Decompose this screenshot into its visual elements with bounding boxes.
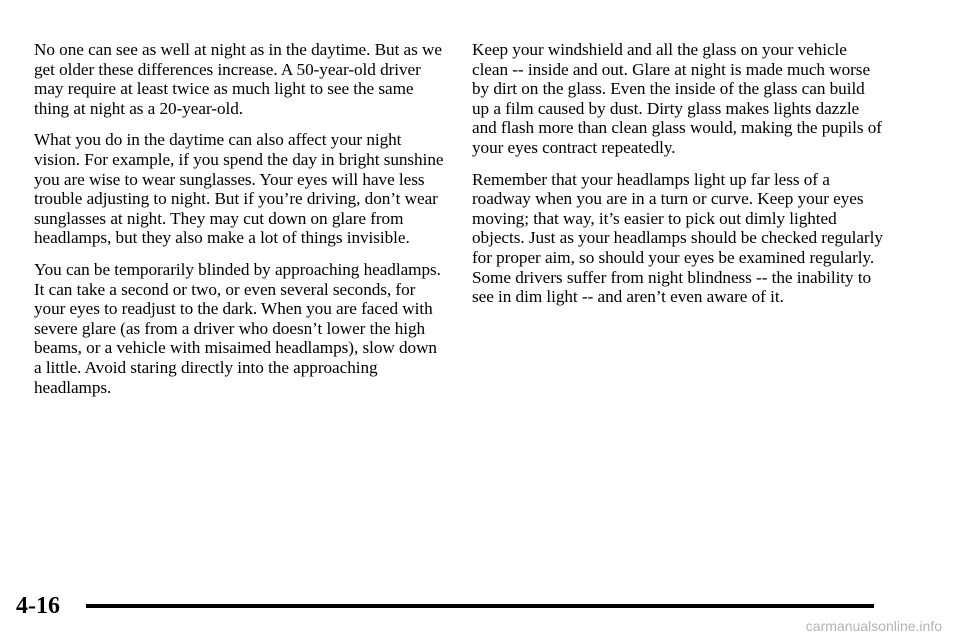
paragraph-daytime-sunglasses: What you do in the daytime can also affect your night vision. For example, if you spend the day in bright sunshine you are wise to wear sunglasses. Your eyes will have less trouble adjusting to night. But if you’re driving, don’t wear sunglasses at night. They may cut down on glare from headlamps, but they also make a lot of things invisible.	[34, 130, 444, 248]
paragraph-headlamp-glare: You can be temporarily blinded by approaching headlamps. It can take a second or two, or even several seconds, for your eyes to readjust to the dark. When you are faced with severe glare (as from a driver who doesn’t lower the high beams, or a vehicle with misaimed headlamps), slow down a little. Avoid staring directly into the approaching headlamps.	[34, 259, 441, 397]
site-watermark: carmanualsonline.info	[805, 618, 942, 634]
left-column	[34, 40, 446, 409]
right-column	[472, 40, 884, 319]
paragraph-headlamps-curves: Remember that your headlamps light up far less of a roadway when you are in a turn or curve. Keep your eyes moving; that way, it’s easier to pick out dimly lighted objects. Just as your headlamps should be checked regularly for proper aim, so should your eyes be examined regularly. Some drivers suffer from night blindness -- the inability to see in dim light -- and aren’t even aware of it.	[472, 169, 883, 307]
page-number: 4-16	[16, 593, 60, 619]
paragraph-clean-glass: Keep your windshield and all the glass on your vehicle clean -- inside and out. Glare at night is made much worse by dirt on the glass. Even the inside of the glass can build up a film caused by dust. Dirty glass makes lights dazzle and flash more than clean glass would, making the pupils of your eyes contract repeatedly.	[472, 40, 882, 157]
paragraph-night-vision-age: No one can see as well at night as in the daytime. But as we get older these differences increase. A 50-year-old driver may require at least twice as much light to see the same thing at night as a 20-year-old.	[34, 40, 442, 118]
footer-rule	[86, 604, 874, 608]
